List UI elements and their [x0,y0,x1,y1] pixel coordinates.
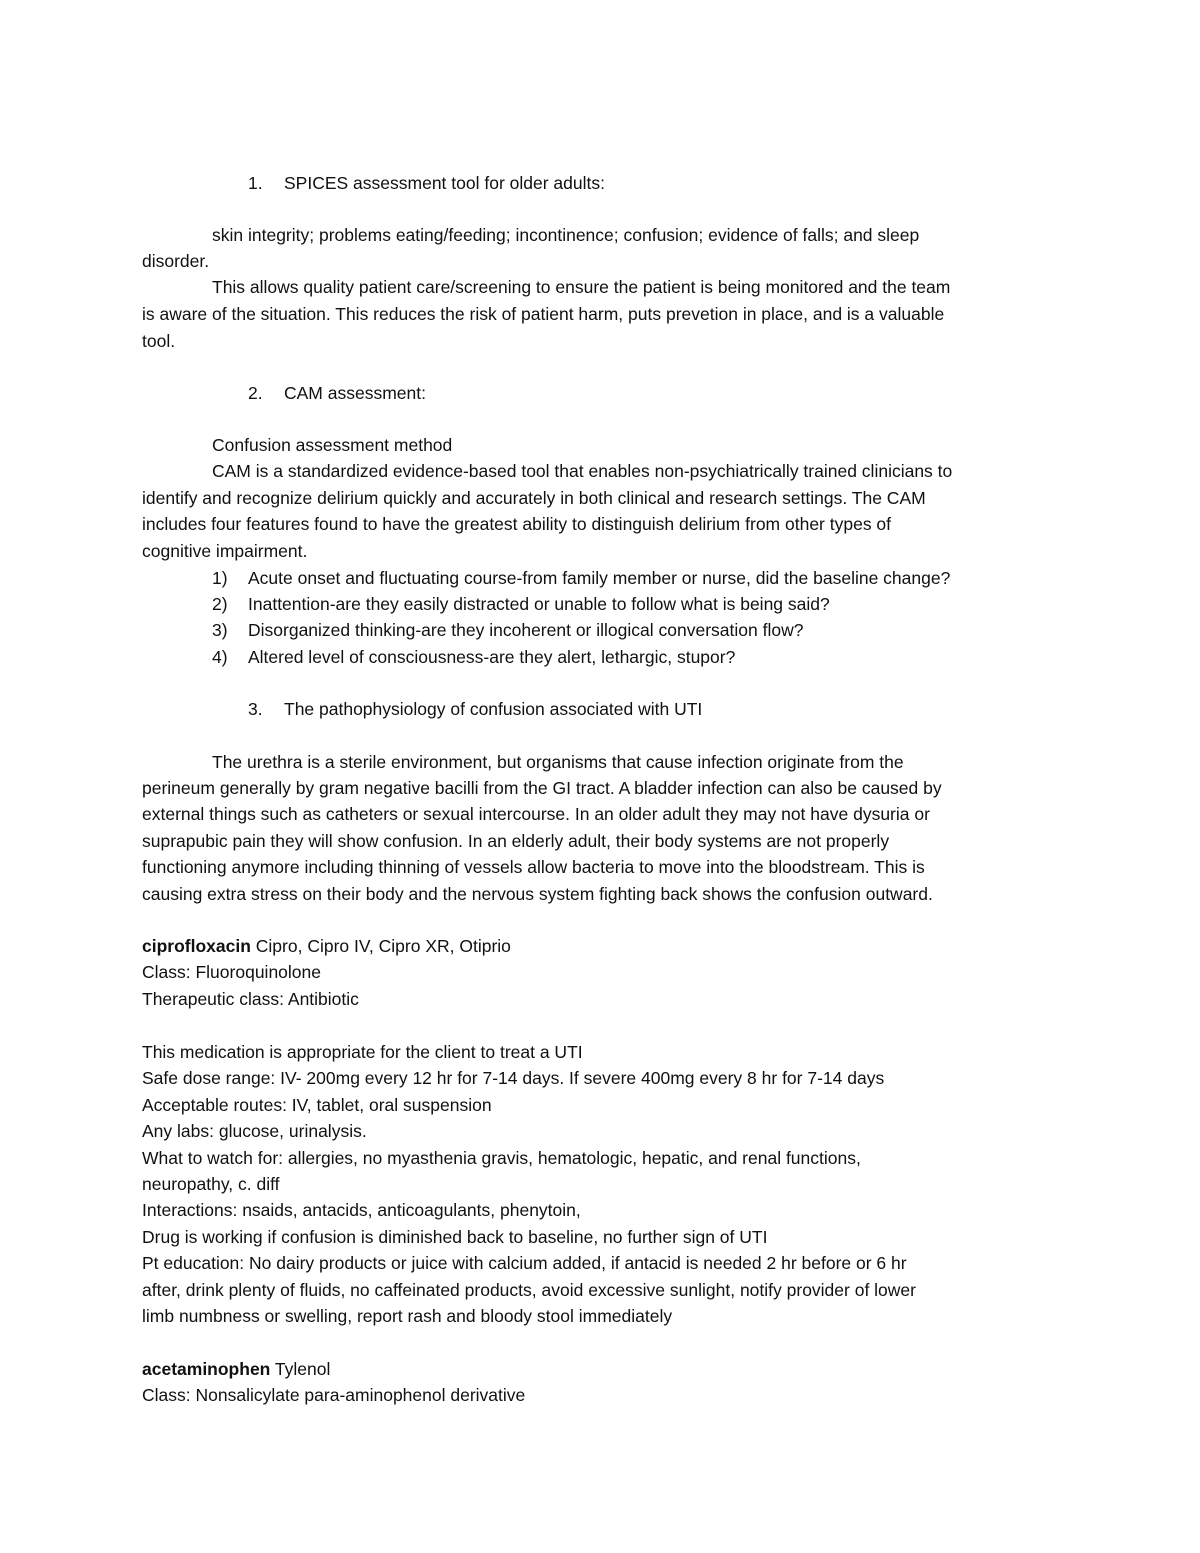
paragraph-line: CAM is a standardized evidence-based tool that enables non-psychiatrically trained clinicians to [212,461,953,481]
drug-brands: Tylenol [270,1359,331,1379]
feature-text: Inattention-are they easily distracted or unable to follow what is being said? [248,594,830,614]
paragraph-line: perineum generally by gram negative bacilli from the GI tract. A bladder infection can also be caused by [142,778,942,798]
paragraph-line: functioning anymore including thinning of vessels allow bacteria to move into the bloodstream. This is [142,857,925,877]
drug-info-line: This medication is appropriate for the client to treat a UTI [142,1042,583,1062]
drug-info-line: Therapeutic class: Antibiotic [142,989,359,1009]
drug-name: acetaminophen [142,1359,271,1379]
paragraph-line: is aware of the situation. This reduces the risk of patient harm, puts prevetion in place, and is a valuable [142,304,945,324]
paragraph-line: cognitive impairment. [142,541,308,561]
feature-text: Disorganized thinking-are they incoherent or illogical conversation flow? [248,620,804,640]
feature-text: Acute onset and fluctuating course-from family member or nurse, did the baseline change? [248,568,951,588]
feature-number: 2) [212,594,228,614]
paragraph-line: causing extra stress on their body and the nervous system fighting back shows the confusion outward. [142,884,933,904]
drug-info-line: Safe dose range: IV- 200mg every 12 hr for 7-14 days. If severe 400mg every 8 hr for 7-14 days [142,1068,885,1088]
paragraph-line: identify and recognize delirium quickly and accurately in both clinical and research settings. The CAM [142,488,926,508]
drug-brands: Cipro, Cipro IV, Cipro XR, Otiprio [250,936,511,956]
drug-info-line: Interactions: nsaids, antacids, anticoagulants, phenytoin, [142,1200,581,1220]
feature-text: Altered level of consciousness-are they alert, lethargic, stupor? [248,647,736,667]
paragraph-line: suprapubic pain they will show confusion. In an elderly adult, their body systems are not properly [142,831,890,851]
drug-info-line: Pt education: No dairy products or juice with calcium added, if antacid is needed 2 hr before or 6 hr [142,1253,907,1273]
drug-info-line: Drug is working if confusion is diminished back to baseline, no further sign of UTI [142,1227,768,1247]
paragraph-line: The urethra is a sterile environment, but organisms that cause infection originate from the [212,752,904,772]
feature-number: 4) [212,647,228,667]
drug-ciprofloxacin-title [142,935,511,957]
drug-info-line: Class: Fluoroquinolone [142,962,321,982]
feature-number: 1) [212,568,228,588]
drug-info-line: Class: Nonsalicylate para-aminophenol derivative [142,1385,526,1405]
paragraph-line: skin integrity; problems eating/feeding; incontinence; confusion; evidence of falls; and sleep [212,225,920,245]
drug-info-line: neuropathy, c. diff [142,1174,280,1194]
drug-info-line: What to watch for: allergies, no myasthenia gravis, hematologic, hepatic, and renal functions, [142,1148,861,1168]
section-1-number: 1. [248,173,263,193]
paragraph-line: includes four features found to have the greatest ability to distinguish delirium from other types of [142,514,892,534]
paragraph-line: tool. [142,331,176,351]
section-2-heading: CAM assessment: [284,383,426,403]
drug-info-line: limb numbness or swelling, report rash and bloody stool immediately [142,1306,673,1326]
paragraph-line: This allows quality patient care/screening to ensure the patient is being monitored and the team [212,277,951,297]
paragraph-line: disorder. [142,251,210,271]
section-3-number: 3. [248,699,263,719]
feature-number: 3) [212,620,228,640]
paragraph-line: external things such as catheters or sexual intercourse. In an older adult they may not have dysuria or [142,804,930,824]
drug-info-line: Any labs: glucose, urinalysis. [142,1121,367,1141]
section-2-number: 2. [248,383,263,403]
drug-acetaminophen-title [142,1358,330,1380]
paragraph-line: Confusion assessment method [212,435,453,455]
drug-info-line: after, drink plenty of fluids, no caffeinated products, avoid excessive sunlight, notify provider of lower [142,1280,916,1300]
section-3-heading: The pathophysiology of confusion associated with UTI [284,699,703,719]
drug-name: ciprofloxacin [142,936,251,956]
section-1-heading: SPICES assessment tool for older adults: [284,173,605,193]
drug-info-line: Acceptable routes: IV, tablet, oral suspension [142,1095,492,1115]
